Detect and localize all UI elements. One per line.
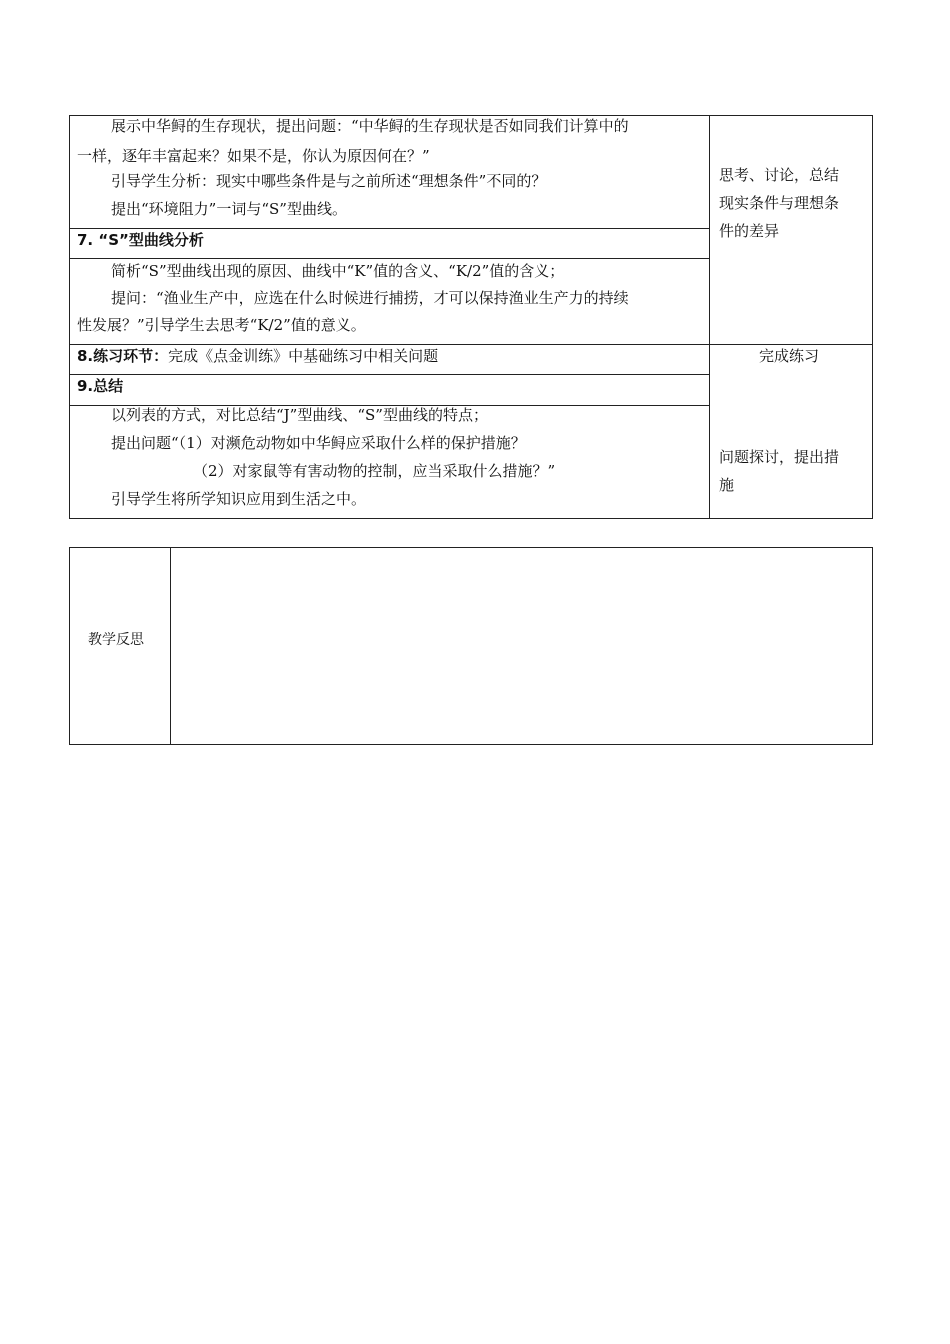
- section-9-heading: 9.总结: [77, 377, 124, 395]
- intro-line-4: 提出“环境阻力”一词与“S”型曲线。: [111, 200, 347, 218]
- intro-line-3: 引导学生分析：现实中哪些条件是与之前所述“理想条件”不同的？: [111, 172, 547, 190]
- section-7-heading: 7. “S”型曲线分析: [77, 231, 204, 249]
- section-9-line-1: 以列表的方式，对比总结“J”型曲线、“S”型曲线的特点；: [111, 406, 488, 424]
- row-divider-8: [69, 344, 873, 345]
- row-divider-9: [69, 374, 710, 375]
- section-8-label: 8.练习环节：: [77, 347, 169, 365]
- student-activity-line-1: 思考、讨论，总结: [719, 166, 840, 184]
- student-activity-line-2: 现实条件与理想条: [719, 194, 840, 212]
- section-9-line-4: 引导学生将所学知识应用到生活之中。: [111, 490, 367, 508]
- reflection-content[interactable]: [172, 549, 871, 743]
- section-7-line-2: 提问：“渔业生产中，应选在什么时候进行捕捞，才可以保持渔业生产力的持续: [111, 289, 629, 307]
- section-7-line-1: 简析“S”型曲线出现的原因、曲线中“K”值的含义、“K/2”值的含义；: [111, 262, 565, 280]
- section-9-activity-line-2: 施: [719, 476, 735, 494]
- section-8-heading: [77, 346, 438, 366]
- intro-line-2: 一样，逐年丰富起来？如果不是，你认为原因何在？”: [77, 147, 430, 165]
- reflection-label: 教学反思: [88, 632, 144, 648]
- column-divider: [709, 115, 710, 519]
- reflection-divider: [170, 547, 171, 745]
- intro-line-1: 展示中华鲟的生存现状，提出问题：“中华鲟的生存现状是否如同我们计算中的: [111, 117, 629, 135]
- student-activity-line-3: 件的差异: [719, 222, 780, 240]
- section-9-line-2: 提出问题“（1）对濒危动物如中华鲟应采取什么样的保护措施？: [111, 434, 526, 452]
- section-7-line-3: 性发展？”引导学生去思考“K/2”值的意义。: [77, 316, 366, 334]
- row-divider-7-body: [69, 258, 710, 259]
- section-8-text: 完成《点金训练》中基础练习中相关问题: [168, 347, 439, 365]
- section-9-line-3: （2）对家鼠等有害动物的控制，应当采取什么措施？”: [193, 462, 556, 480]
- row-divider-7: [69, 228, 710, 229]
- section-8-activity: 完成练习: [759, 347, 820, 365]
- section-9-activity-line-1: 问题探讨，提出措: [719, 448, 840, 466]
